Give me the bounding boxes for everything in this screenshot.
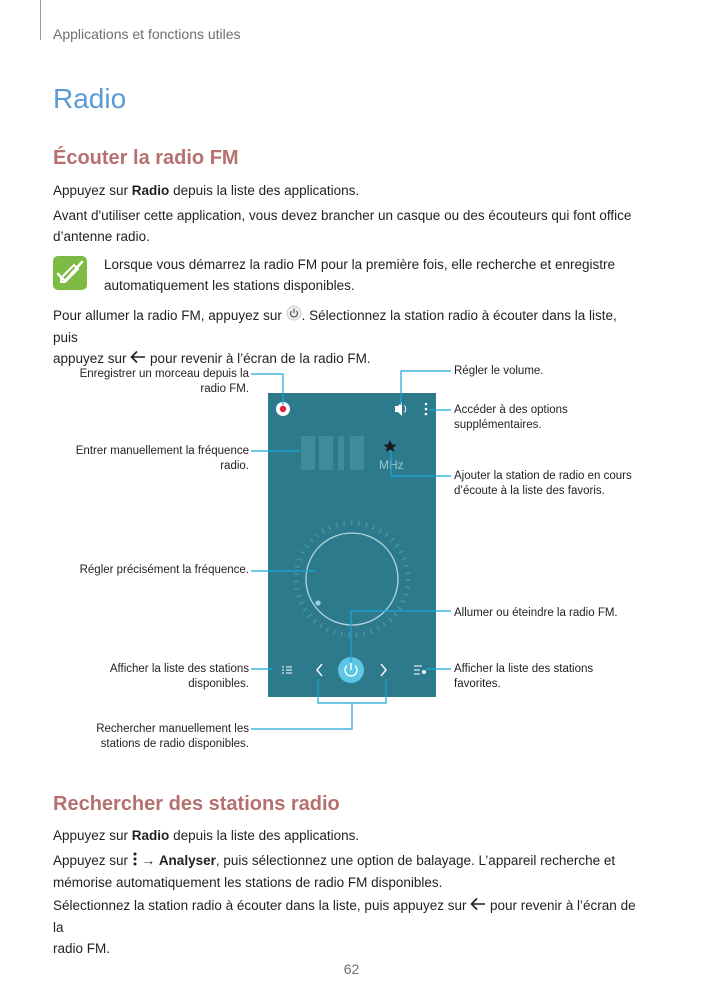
callout-favorites-list: Afficher la liste des stations favorites.	[454, 663, 594, 690]
paragraph-open-app: Appuyez sur Radio depuis la liste des applications.	[53, 183, 360, 198]
callout-add-favorite: Ajouter la station de radio en cours d’écoute à la liste des favoris.	[454, 470, 632, 497]
callout-record: Enregistrer un morceau depuis la radio FM.	[79, 368, 249, 395]
callout-fine-tune: Régler précisément la fréquence.	[79, 564, 249, 576]
paragraph-select-station: Sélectionnez la station radio à écouter dans la liste, puis appuyez sur pour revenir à l’écran de la radio FM.	[53, 895, 643, 959]
menu-analyser: Analyser	[158, 853, 216, 868]
callout-manual-search: Rechercher manuellement les stations de radio disponibles.	[96, 723, 249, 750]
frequency-unit: MHz	[379, 458, 404, 472]
callout-station-list: Afficher la liste des stations disponibles.	[109, 663, 249, 690]
paragraph-headset: Avant d'utiliser cette application, vous devez brancher un casque ou des écouteurs qui font office d’antenne radio.	[53, 208, 632, 244]
section-header: Applications et fonctions utiles	[53, 26, 241, 42]
paragraph-open-app-2: Appuyez sur Radio depuis la liste des applications.	[53, 828, 360, 843]
section-heading-listen: Écouter la radio FM	[53, 147, 239, 169]
back-arrow-icon-2	[470, 896, 486, 917]
paragraph-power-on: Pour allumer la radio FM, appuyez sur . Sélectionnez la station radio à écouter dans la liste, puis appuyez sur pour revenir à l’écran de la radio FM.	[53, 305, 643, 370]
app-name-radio: Radio	[131, 183, 170, 198]
callout-volume: Régler le volume.	[454, 365, 544, 377]
callout-power: Allumer ou éteindre la radio FM.	[454, 607, 618, 619]
callout-more-options: Accéder à des options supplémentaires.	[454, 404, 568, 431]
callout-enter-frequency: Entrer manuellement la fréquence radio.	[75, 445, 249, 472]
note-text: Lorsque vous démarrez la radio FM pour la première fois, elle recherche et enregistre automatiquement les stations disponibles.	[104, 257, 615, 293]
page-title: Radio	[53, 83, 127, 114]
section-heading-search: Rechercher des stations radio	[53, 793, 340, 815]
page-number: 62	[343, 961, 360, 977]
app-name-radio-2: Radio	[131, 828, 170, 843]
paragraph-scan: Appuyez sur → Analyser, puis sélectionnez une option de balayage. L’appareil recherche et mémorise automatiquement les stations de radio FM disponibles.	[53, 850, 643, 893]
